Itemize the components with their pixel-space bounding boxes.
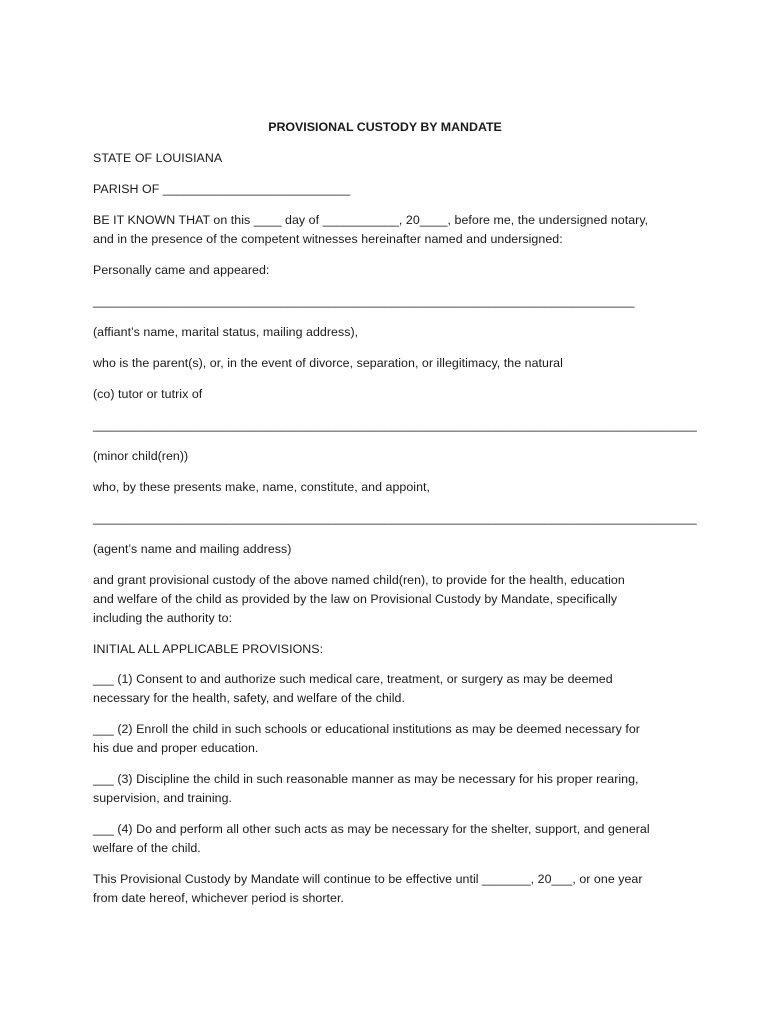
agent-label: (agent’s name and mailing address) xyxy=(93,542,292,556)
grant-line-1: and grant provisional custody of the above named child(ren), to provide for the health, education xyxy=(93,573,625,587)
parent-line: who is the parent(s), or, in the event of divorce, separation, or illegitimacy, the natural xyxy=(93,356,563,370)
initial-heading: INITIAL ALL APPLICABLE PROVISIONS: xyxy=(93,642,324,656)
child-label: (minor child(ren)) xyxy=(93,449,189,463)
provision-1-line-2: necessary for the health, safety, and welfare of the child. xyxy=(93,691,405,705)
grant-line-3: including the authority to: xyxy=(93,611,233,625)
state-line: STATE OF LOUISIANA xyxy=(93,151,223,165)
provision-3-line-2: supervision, and training. xyxy=(93,791,233,805)
known-line-2: and in the presence of the competent witnesses hereinafter named and undersigned: xyxy=(93,232,563,246)
provision-2-line-2: his due and proper education. xyxy=(93,741,259,755)
document-title: PROVISIONAL CUSTODY BY MANDATE xyxy=(268,120,502,134)
effective-line-1: This Provisional Custody by Mandate will continue to be effective until _______, 20___, or one year xyxy=(93,872,643,886)
provision-1-line-1: ___ (1) Consent to and authorize such medical care, treatment, or surgery as may be deemed xyxy=(93,672,613,686)
appeared-line: Personally came and appeared: xyxy=(93,263,270,277)
provision-2-line-1: ___ (2) Enroll the child in such schools or educational institutions as may be deemed necessary for xyxy=(93,722,640,736)
effective-line-2: from date hereof, whichever period is shorter. xyxy=(93,891,344,905)
known-line-1: BE IT KNOWN THAT on this ____ day of ___________, 20____, before me, the undersigned notary, xyxy=(93,213,649,227)
affiant-blank: ______________________________________________________________________________ xyxy=(93,294,635,308)
agent-blank: _______________________________________________________________________________________ xyxy=(93,511,697,525)
child-blank: _______________________________________________________________________________________ xyxy=(93,418,697,432)
appoint-line: who, by these presents make, name, constitute, and appoint, xyxy=(93,480,431,494)
affiant-label: (affiant’s name, marital status, mailing address), xyxy=(93,325,359,339)
provision-3-line-1: ___ (3) Discipline the child in such reasonable manner as may be necessary for his proper rearing, xyxy=(93,772,639,786)
provision-4-line-1: ___ (4) Do and perform all other such acts as may be necessary for the shelter, support, and general xyxy=(93,822,650,836)
grant-line-2: and welfare of the child as provided by the law on Provisional Custody by Mandate, specifically xyxy=(93,592,618,606)
parish-line: PARISH OF ___________________________ xyxy=(93,182,351,196)
provision-4-line-2: welfare of the child. xyxy=(93,841,201,855)
tutor-line: (co) tutor or tutrix of xyxy=(93,387,203,401)
